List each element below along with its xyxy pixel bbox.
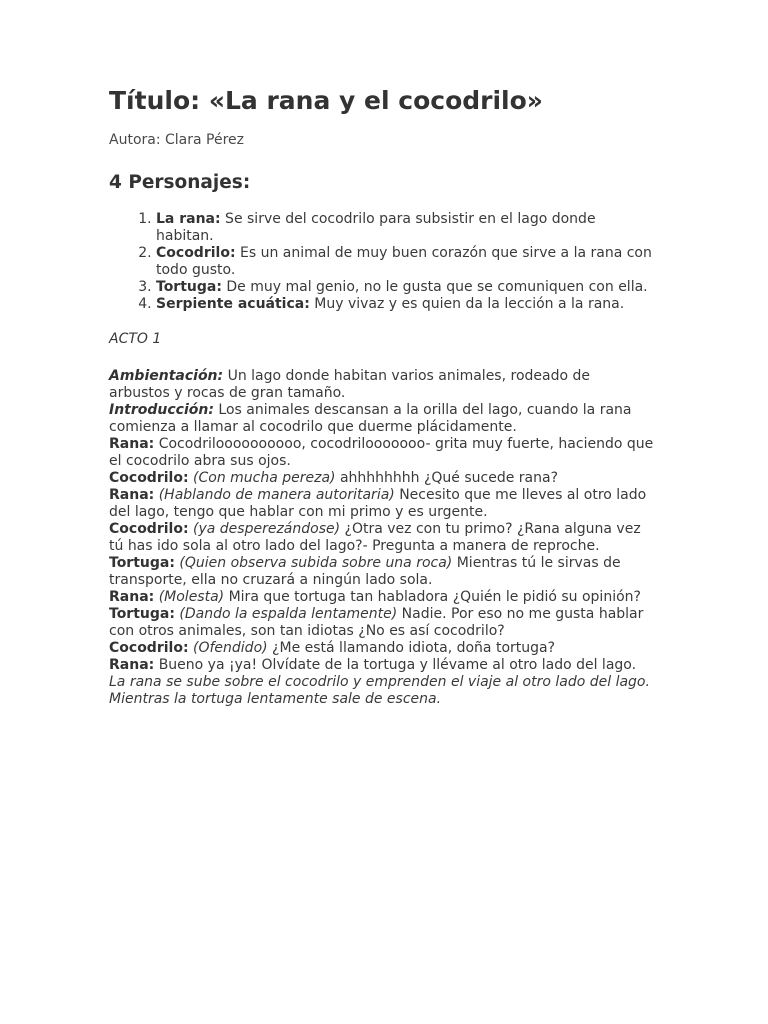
dialogue-line — [109, 589, 654, 606]
dialogue-line — [109, 640, 654, 657]
character-description: Muy vivaz y es quien da la lección a la rana. — [309, 296, 625, 312]
character-name: Tortuga: — [156, 279, 222, 295]
speaker-name: Rana: — [109, 487, 155, 503]
dialogue-line — [109, 436, 654, 470]
speaker-name: Rana: — [109, 589, 155, 605]
character-item — [156, 211, 654, 245]
dialogue-text: ¿Otra vez con tu primo? ¿Rana alguna vez tú has ido sola al otro lado del lago?- Pregunta a manera de reproche. — [109, 521, 641, 554]
character-item — [156, 245, 654, 279]
speaker-name: Rana: — [109, 436, 155, 452]
dialogue-line — [109, 555, 654, 589]
dialogue-text: Nadie. Por eso no me gusta hablar con otros animales, son tan idiotas ¿No es así cocodrilo? — [109, 606, 644, 639]
stage-direction: (Dando la espalda lentamente) — [174, 606, 398, 622]
dialogue-line — [109, 470, 654, 487]
speaker-name: Tortuga: — [109, 555, 175, 571]
stage-direction: (Ofendido) — [188, 640, 268, 656]
dialogue-text: ahhhhhhhh ¿Qué sucede rana? — [335, 470, 559, 486]
characters-heading: 4 Personajes: — [109, 172, 251, 193]
stage-direction: (Quien observa subida sobre una roca) — [174, 555, 453, 571]
dialogue-text: Necesito que me lleves al otro lado del lago, tengo que hablar con mi primo y es urgente. — [109, 487, 647, 520]
character-name: Serpiente acuática: — [156, 296, 310, 312]
speaker-name: Cocodrilo: — [109, 521, 189, 537]
script-body — [109, 368, 654, 708]
stage-direction: (Hablando de manera autoritaria) — [154, 487, 395, 503]
dialogue-line — [109, 521, 654, 555]
character-description: Es un animal de muy buen corazón que sirve a la rana con todo gusto. — [156, 245, 652, 278]
character-item — [156, 279, 654, 296]
character-description: De muy mal genio, no le gusta que se comuniquen con ella. — [221, 279, 648, 295]
act-label: ACTO 1 — [109, 331, 162, 347]
dialogue-text: ¿Me está llamando idiota, doña tortuga? — [267, 640, 556, 656]
character-name: Cocodrilo: — [156, 245, 236, 261]
character-item — [156, 296, 654, 313]
dialogue-text: Mira que tortuga tan habladora ¿Quién le pidió su opinión? — [224, 589, 641, 605]
character-description: Se sirve del cocodrilo para subsistir en el lago donde habitan. — [156, 211, 596, 244]
intro-text: Los animales descansan a la orilla del lago, cuando la rana comienza a llamar al cocodrilo que duerme plácidamente. — [109, 402, 632, 435]
dialogue-line — [109, 487, 654, 521]
speaker-name: Rana: — [109, 657, 155, 673]
dialogue-text: Bueno ya ¡ya! Olvídate de la tortuga y llévame al otro lado del lago. — [154, 657, 637, 673]
closing-stage-direction: La rana se sube sobre el cocodrilo y emprenden el viaje al otro lado del lago. Mientras la tortuga lentamente sale de escena. — [109, 674, 650, 707]
stage-direction: (ya desperezándose) — [188, 521, 341, 537]
intro-paragraph — [109, 402, 654, 436]
characters-list — [109, 211, 654, 313]
dialogue-text: Cocodriloooooooooo, cocodrilooooooo- grita muy fuerte, haciendo que el cocodrilo abra sus ojos. — [109, 436, 654, 469]
dialogue-line — [109, 657, 654, 674]
setting-paragraph — [109, 368, 654, 402]
speaker-name: Cocodrilo: — [109, 640, 189, 656]
speaker-name: Cocodrilo: — [109, 470, 189, 486]
speaker-name: Tortuga: — [109, 606, 175, 622]
intro-label: Introducción: — [109, 402, 214, 418]
setting-text: Un lago donde habitan varios animales, rodeado de arbustos y rocas de gran tamaño. — [109, 368, 590, 401]
document-title: Título: «La rana y el cocodrilo» — [109, 86, 543, 115]
stage-direction: (Con mucha pereza) — [188, 470, 336, 486]
character-name: La rana: — [156, 211, 221, 227]
dialogue-line — [109, 606, 654, 640]
dialogue-text: Mientras tú le sirvas de transporte, ella no cruzará a ningún lado sola. — [109, 555, 621, 588]
author-line: Autora: Clara Pérez — [109, 132, 245, 148]
stage-direction: (Molesta) — [154, 589, 225, 605]
setting-label: Ambientación: — [109, 368, 224, 384]
